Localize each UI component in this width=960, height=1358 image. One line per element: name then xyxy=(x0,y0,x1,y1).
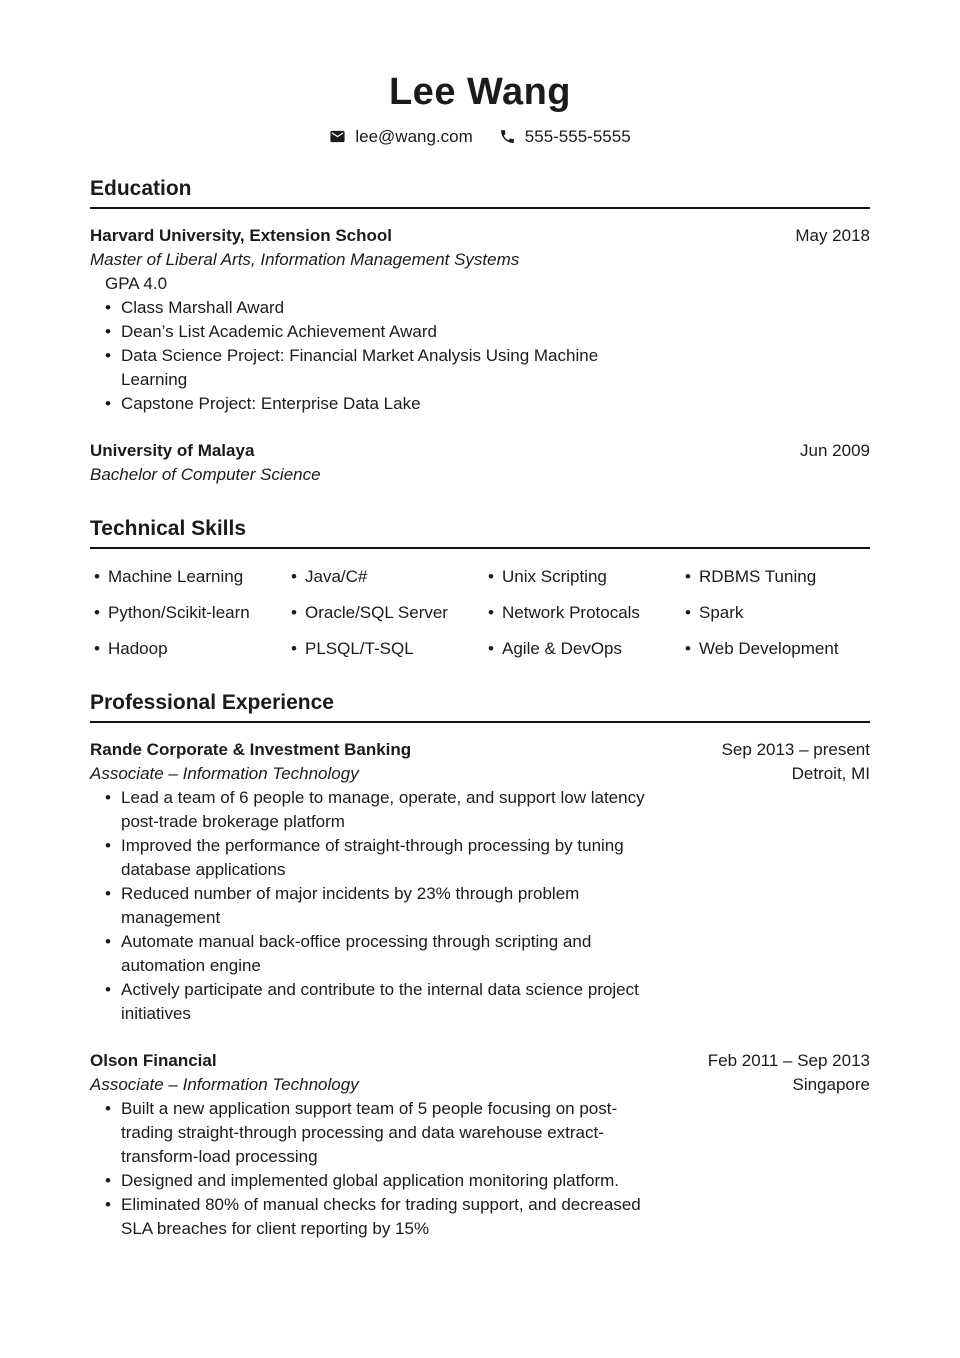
degree-name: Master of Liberal Arts, Information Management Systems xyxy=(90,249,520,269)
entry-side xyxy=(665,1049,870,1241)
skill-item: • Network Protocals xyxy=(484,601,673,625)
skill-item: • Unix Scripting xyxy=(484,565,673,589)
entry-main xyxy=(90,224,665,416)
education-entry-harvard xyxy=(90,224,870,416)
experience-bullet: • Lead a team of 6 people to manage, operate, and support low latency post-trade brokerage platform xyxy=(90,786,665,834)
experience-bullet-list xyxy=(90,1097,665,1241)
school-name: Harvard University, Extension School xyxy=(90,225,392,245)
skill-item: • Spark xyxy=(681,601,870,625)
contact-row xyxy=(90,127,870,147)
entry-side xyxy=(665,738,870,1026)
phone-icon xyxy=(499,128,516,145)
entry-side xyxy=(665,224,870,416)
section-skills xyxy=(90,517,870,661)
entry-main xyxy=(90,1049,665,1241)
education-bullet: • Dean’s List Academic Achievement Award xyxy=(90,320,665,344)
experience-bullet-list xyxy=(90,786,665,1026)
entry-side xyxy=(665,439,870,487)
company-name: Olson Financial xyxy=(90,1051,217,1071)
section-education xyxy=(90,177,870,487)
envelope-icon xyxy=(329,128,346,145)
contact-phone xyxy=(499,127,631,147)
skill-item: • Java/C# xyxy=(287,565,476,589)
experience-date: Feb 2011 – Sep 2013 xyxy=(707,1051,870,1071)
education-body xyxy=(90,209,870,487)
entry-main xyxy=(90,439,665,487)
skill-item: • Agile & DevOps xyxy=(484,637,673,661)
skill-item: • Oracle/SQL Server xyxy=(287,601,476,625)
person-name: Lee Wang xyxy=(388,71,572,113)
education-bullet: • Capstone Project: Enterprise Data Lake xyxy=(90,392,665,416)
experience-location: Singapore xyxy=(792,1075,870,1095)
skills-heading: Technical Skills xyxy=(90,517,870,549)
experience-bullet: • Built a new application support team of 5 people focusing on post-trading straight-through processing and data warehouse extract-transform-load processing xyxy=(90,1097,665,1169)
degree-name: Bachelor of Computer Science xyxy=(90,464,321,484)
experience-body xyxy=(90,723,870,1241)
job-role: Associate – Information Technology xyxy=(90,1075,359,1095)
experience-bullet: • Designed and implemented global application monitoring platform. xyxy=(90,1169,665,1193)
experience-location: Detroit, MI xyxy=(791,764,870,784)
section-experience xyxy=(90,691,870,1241)
skill-item: • Machine Learning xyxy=(90,565,279,589)
education-bullet: • Data Science Project: Financial Market Analysis Using Machine Learning xyxy=(90,344,665,392)
entry-main xyxy=(90,738,665,1026)
skill-item: • Python/Scikit-learn xyxy=(90,601,279,625)
education-date: Jun 2009 xyxy=(800,440,870,460)
skills-grid xyxy=(90,549,870,661)
experience-bullet: • Automate manual back-office processing through scripting and automation engine xyxy=(90,930,665,978)
experience-date: Sep 2013 – present xyxy=(721,740,870,760)
education-bullet-list xyxy=(90,296,665,416)
skill-item: • Hadoop xyxy=(90,637,279,661)
resume-header xyxy=(90,72,870,147)
skill-item: • Web Development xyxy=(681,637,870,661)
experience-bullet: • Actively participate and contribute to the internal data science project initiatives xyxy=(90,978,665,1026)
skill-item: • PLSQL/T-SQL xyxy=(287,637,476,661)
education-heading: Education xyxy=(90,177,870,209)
job-role: Associate – Information Technology xyxy=(90,764,359,784)
education-entry-malaya xyxy=(90,439,870,487)
experience-entry-rande xyxy=(90,738,870,1026)
company-name: Rande Corporate & Investment Banking xyxy=(90,740,412,760)
gpa-line: GPA 4.0 xyxy=(105,273,168,293)
experience-heading: Professional Experience xyxy=(90,691,870,723)
experience-bullet: • Improved the performance of straight-through processing by tuning database applications xyxy=(90,834,665,882)
education-date: May 2018 xyxy=(795,225,870,245)
contact-email xyxy=(329,127,472,147)
email-text: lee@wang.com xyxy=(355,126,473,146)
phone-text: 555-555-5555 xyxy=(524,126,631,146)
experience-entry-olson xyxy=(90,1049,870,1241)
experience-bullet: • Eliminated 80% of manual checks for trading support, and decreased SLA breaches for client reporting by 15% xyxy=(90,1193,665,1241)
skill-item: • RDBMS Tuning xyxy=(681,565,870,589)
education-bullet: • Class Marshall Award xyxy=(90,296,665,320)
experience-bullet: • Reduced number of major incidents by 23% through problem management xyxy=(90,882,665,930)
school-name: University of Malaya xyxy=(90,440,255,460)
